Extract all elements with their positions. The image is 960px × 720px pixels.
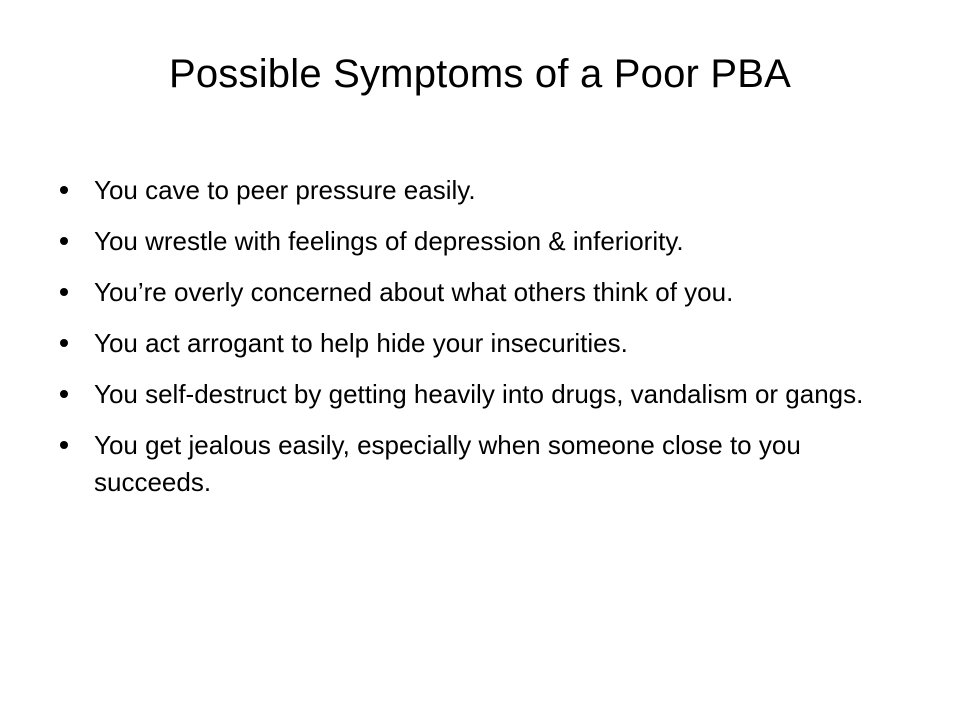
- bullet-dot-icon: [60, 288, 68, 296]
- bullet-text: You wrestle with feelings of depression & inferiority.: [94, 226, 684, 256]
- bullet-dot-icon: [60, 441, 68, 449]
- slide-title: Possible Symptoms of a Poor PBA: [168, 52, 792, 96]
- bullet-item: [60, 427, 880, 501]
- bullet-text: You cave to peer pressure easily.: [94, 175, 476, 205]
- bullet-text: You self-destruct by getting heavily into drugs, vandalism or gangs.: [94, 379, 864, 409]
- bullet-item: [60, 223, 880, 260]
- bullet-dot-icon: [60, 390, 68, 398]
- bullet-dot-icon: [60, 237, 68, 245]
- bullet-list: [60, 172, 880, 515]
- bullet-item: [60, 274, 880, 311]
- bullet-text: You’re overly concerned about what others think of you.: [94, 277, 734, 307]
- bullet-dot-icon: [60, 186, 68, 194]
- bullet-text: You act arrogant to help hide your insecurities.: [94, 328, 628, 358]
- bullet-item: [60, 376, 880, 413]
- bullet-item: [60, 325, 880, 362]
- bullet-text: You get jealous easily, especially when someone close to you succeeds.: [94, 430, 801, 497]
- bullet-item: [60, 172, 880, 209]
- bullet-dot-icon: [60, 339, 68, 347]
